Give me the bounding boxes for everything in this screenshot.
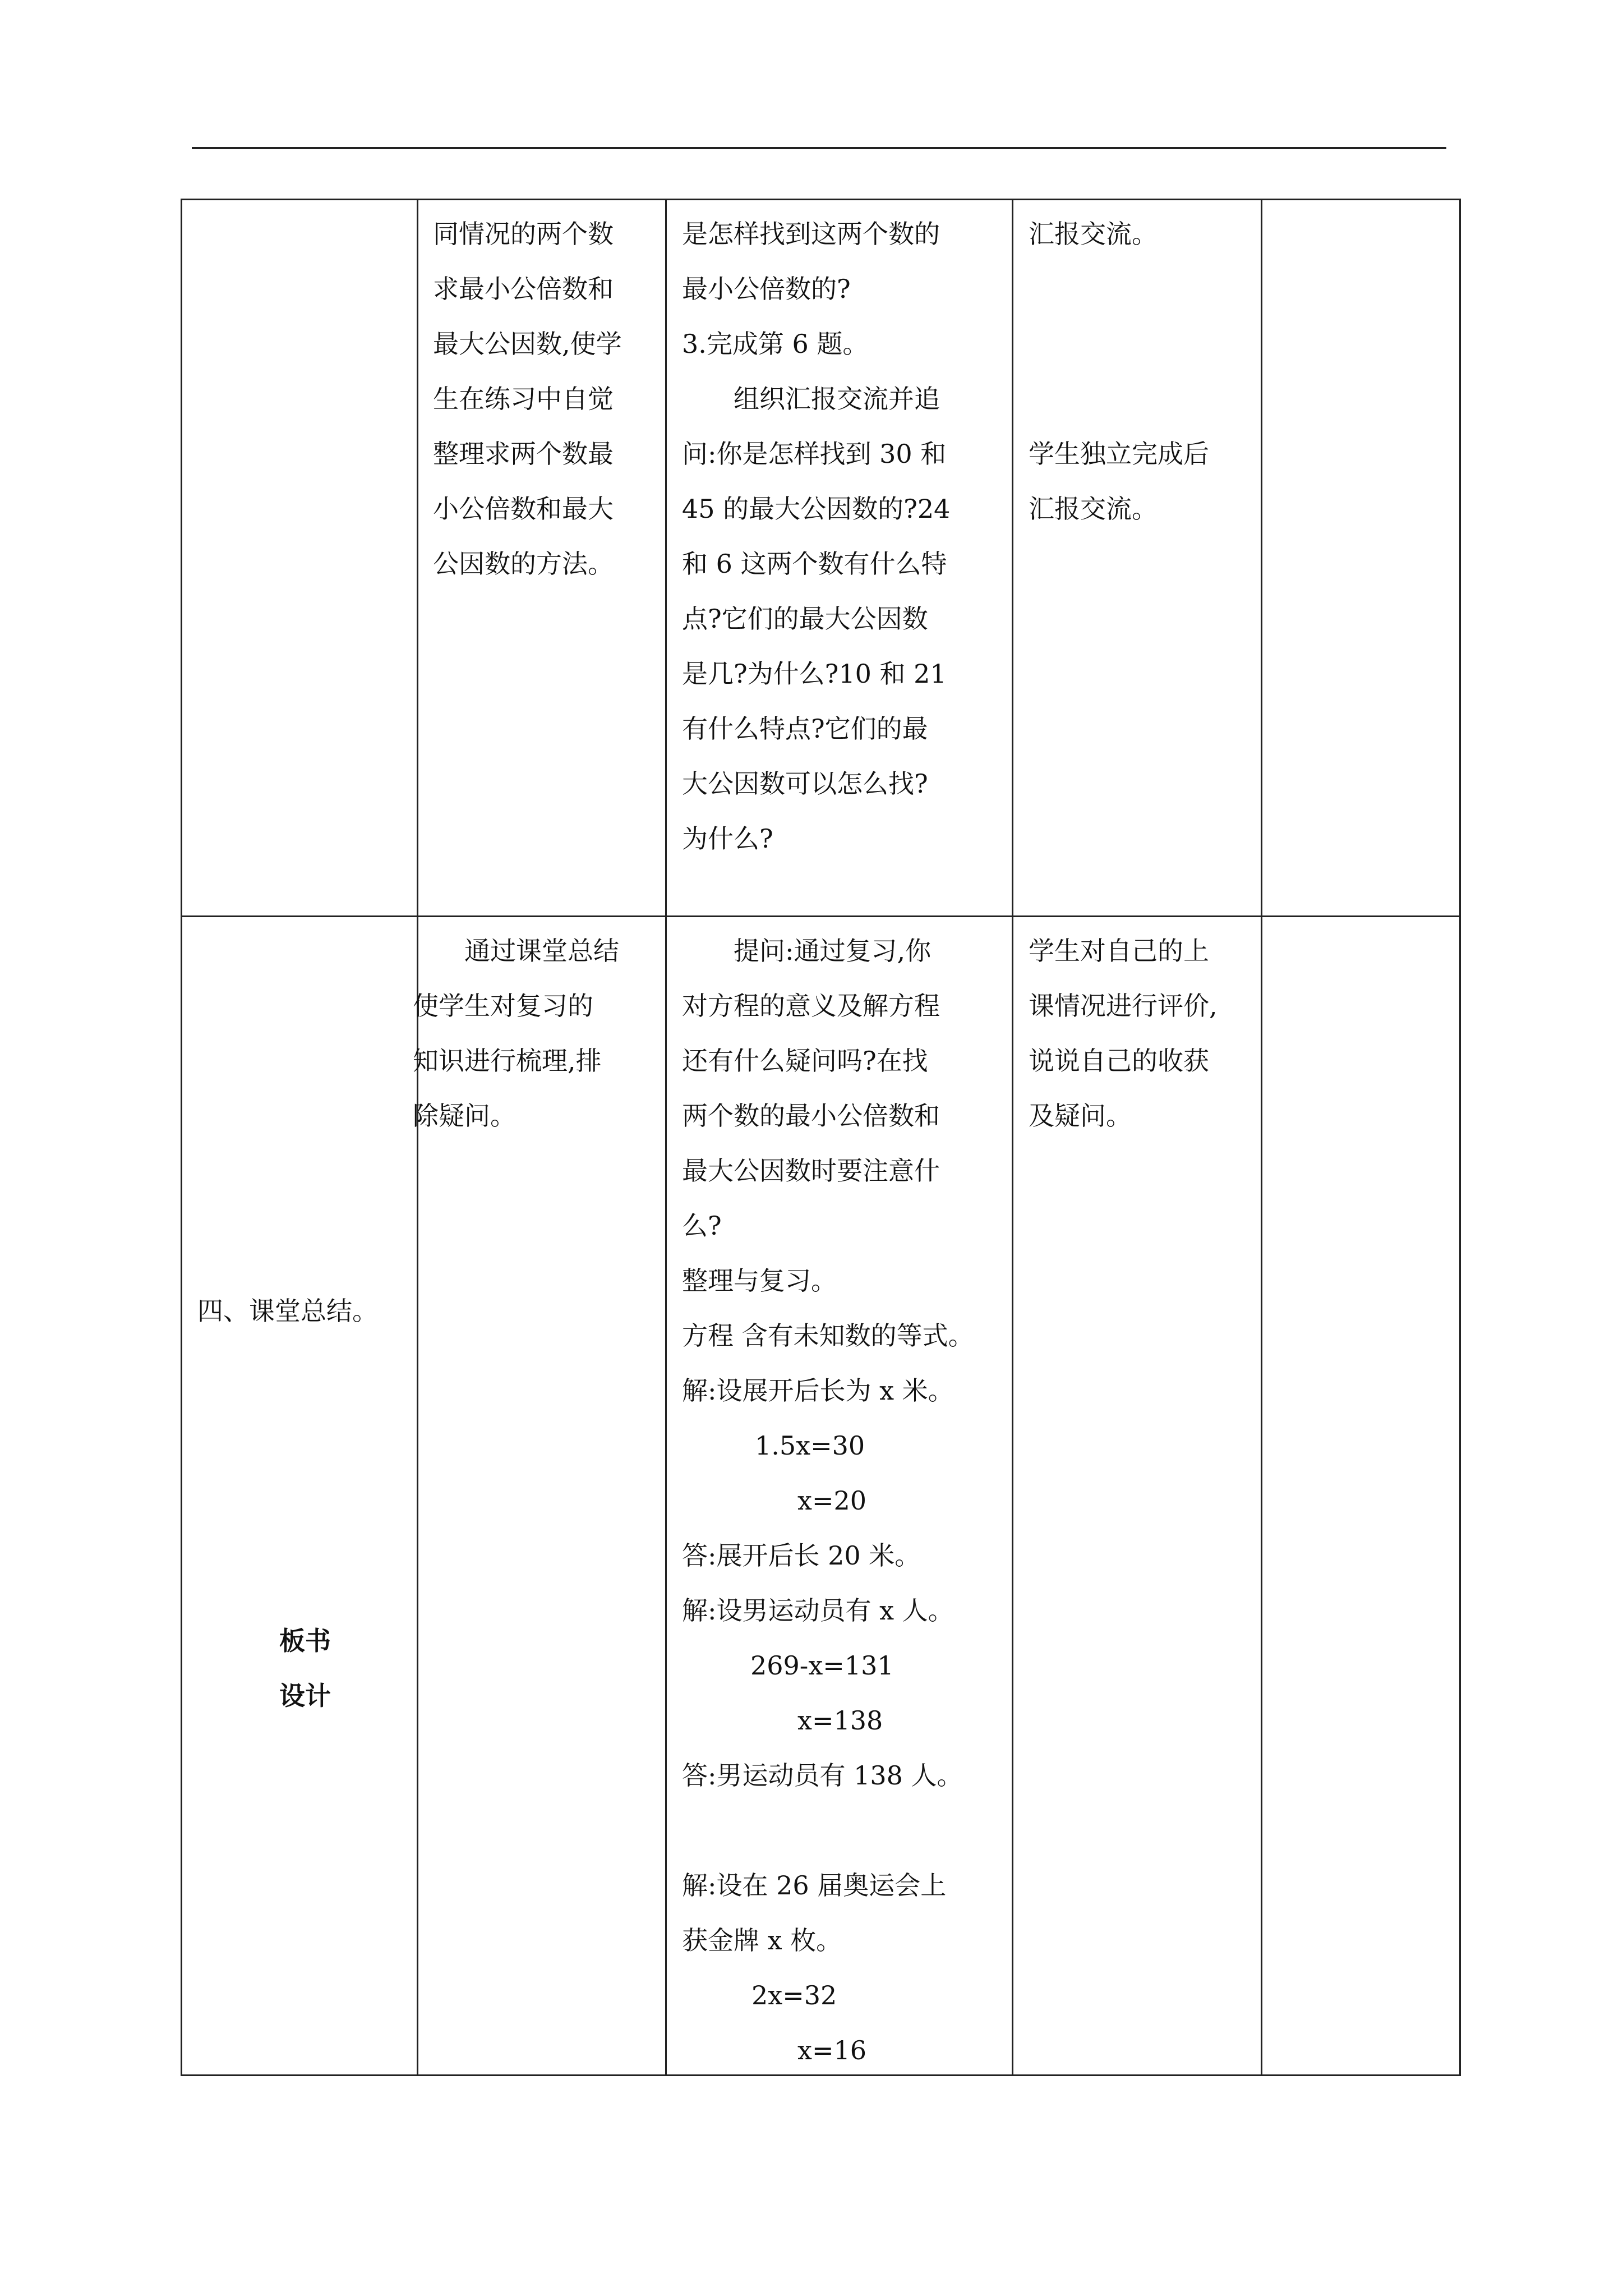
text-line: 提问:通过复习,你 [734,936,932,966]
row2-student-activity [1029,923,1218,1143]
text-line: 及疑问。 [1029,1101,1132,1131]
text-line: 解:设在 26 届奥运会上 [682,1870,947,1901]
text-line: 设计 [279,1681,331,1711]
text-line: 说说自己的收获 [1029,1046,1209,1076]
equation-line: x=16 [797,2035,867,2065]
row1-teacher-activity [682,206,950,866]
text-line: 小公倍数和最大 [433,494,614,524]
text-line: 大公因数可以怎么找? [682,769,928,799]
text-line: 答:男运动员有 138 人。 [682,1760,963,1791]
board-design-label [279,1613,331,1723]
text-line: 同情况的两个数 [433,219,614,249]
table-border-left [181,199,182,2076]
text-line: 么? [682,1211,722,1241]
text-line: 答:展开后长 20 米。 [682,1540,921,1571]
text-line: 四、课堂总结。 [197,1296,378,1326]
text-line: 生在练习中自觉 [433,384,614,414]
text-line: 方程 含有未知数的等式。 [682,1320,974,1351]
text-line: 汇报交流。 [1029,219,1158,249]
text-line: 最大公因数时要注意什 [682,1156,940,1186]
equation-line: 1.5x=30 [755,1430,865,1461]
equation-line: 2x=32 [751,1980,837,2010]
table-col-divider-2 [665,199,667,2076]
row2-teacher-activity [682,923,974,2078]
row2-design-intent [413,923,619,1143]
text-line: 45 的最大公因数的?24 [682,494,951,524]
text-line: 为什么? [682,823,773,854]
equation-line: x=20 [797,1485,867,1516]
text-line: 问:你是怎样找到 30 和 [682,439,947,469]
text-line: 最大公因数,使学 [433,329,622,359]
text-line: 是怎样找到这两个数的 [682,219,940,249]
text-line: 还有什么疑问吗?在找 [682,1046,928,1076]
text-line: 两个数的最小公倍数和 [682,1101,940,1131]
text-line: 知识进行梳理,排 [413,1046,602,1076]
text-line: 有什么特点?它们的最 [682,714,928,744]
text-line: 除疑问。 [413,1101,516,1131]
text-line: 解:设展开后长为 x 米。 [682,1375,954,1406]
text-line: 3.完成第 6 题。 [682,329,869,359]
text-line: 课情况进行评价, [1029,991,1218,1021]
table-col-divider-3 [1012,199,1013,2076]
row1-student-activity-top [1029,206,1158,261]
row1-design-intent [433,206,622,591]
text-line: 公因数的方法。 [433,549,614,579]
blank-line [682,1803,974,1858]
text-line: 整理与复习。 [682,1266,837,1296]
equation-line: 269-x=131 [750,1650,894,1681]
row1-student-activity [1029,426,1209,536]
equation-line: x=138 [797,1705,883,1736]
text-line: 和 6 这两个数有什么特 [682,549,947,579]
text-line: 对方程的意义及解方程 [682,991,940,1021]
text-line: 汇报交流。 [1029,494,1158,524]
text-line: 通过课堂总结 [464,936,619,966]
table-border-top [181,199,1461,200]
text-line: 是几?为什么?10 和 21 [682,659,947,689]
table-border-right [1459,199,1461,2076]
text-line: 组织汇报交流并追 [734,384,940,414]
text-line: 学生对自己的上 [1029,936,1209,966]
text-line: 学生独立完成后 [1029,439,1209,469]
text-line: 使学生对复习的 [413,991,593,1021]
row2-stage-label [197,1283,378,1338]
text-line: 点?它们的最大公因数 [682,604,928,634]
text-line: 解:设男运动员有 x 人。 [682,1595,954,1626]
table-row-divider [181,915,1461,917]
text-line: 最小公倍数的? [682,274,851,304]
text-line: 板书 [279,1626,331,1656]
text-line: 整理求两个数最 [433,439,614,469]
table-col-divider-4 [1261,199,1262,2076]
text-line: 获金牌 x 枚。 [682,1925,842,1955]
text-line: 求最小公倍数和 [433,274,614,304]
